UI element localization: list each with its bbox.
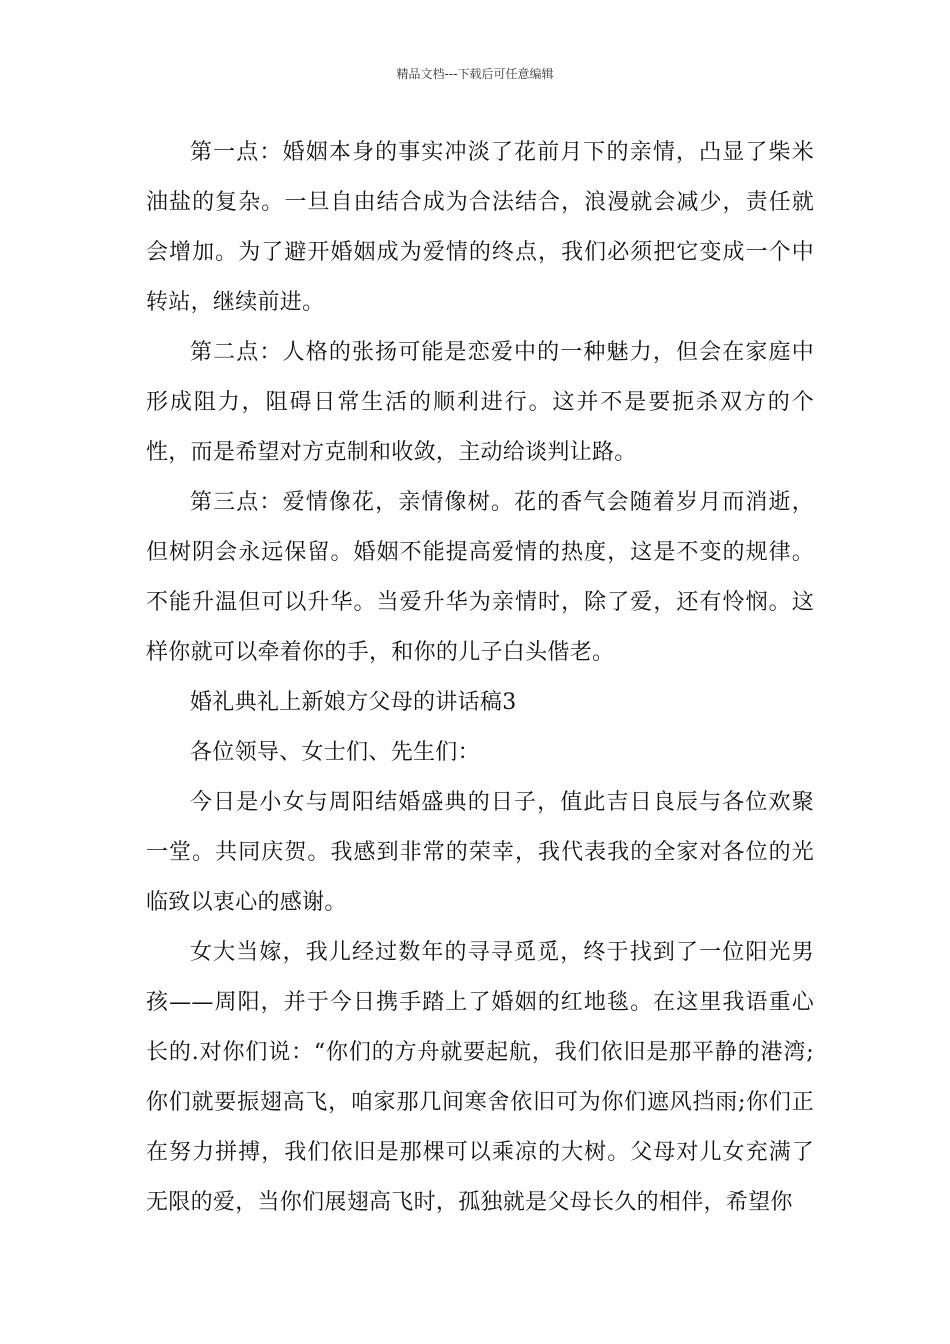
paragraph-opening: 今日是小女与周阳结婚盛典的日子，值此吉日良辰与各位欢聚一堂。共同庆贺。我感到非常的荣幸，我代表我的全家对各位的光临致以衷心的感谢。 [146, 790, 814, 915]
section-title: 婚礼典礼上新娘方父母的讲话稿3 [190, 690, 517, 715]
document-body [146, 128, 814, 1228]
salutation: 各位领导、女士们、先生们： [190, 740, 480, 765]
page-header: 精品文档---下载后可任意编辑 [396, 67, 554, 81]
paragraph-point-one: 第一点：婚姻本身的事实冲淡了花前月下的亲情，凸显了柴米油盐的复杂。一旦自由结合成为合法结合，浪漫就会减少，责任就会增加。为了避开婚姻成为爱情的终点，我们必须把它变成一个中转站，继续前进。 [146, 140, 814, 315]
paragraph-point-two: 第二点：人格的张扬可能是恋爱中的一种魅力，但会在家庭中形成阻力，阻碍日常生活的顺利进行。这并不是要扼杀双方的个性，而是希望对方克制和收敛，主动给谈判让路。 [146, 340, 814, 465]
paragraph-point-three: 第三点：爱情像花，亲情像树。花的香气会随着岁月而消逝，但树阴会永远保留。婚姻不能提高爱情的热度，这是不变的规律。不能升温但可以升华。当爱升华为亲情时，除了爱，还有怜悯。这样你就可以牵着你的手，和你的儿子白头偕老。 [146, 490, 814, 665]
paragraph-blessing: 女大当嫁，我儿经过数年的寻寻觅觅，终于找到了一位阳光男孩——周阳，并于今日携手踏上了婚姻的红地毯。在这里我语重心长的.对你们说：“你们的方舟就要起航，我们依旧是那平静的港湾;你们就要振翅高飞，咱家那几间寒舍依旧可为你们遮风挡雨;你们正在努力拼搏，我们依旧是那棵可以乘凉的大树。父母对儿女充满了无限的爱，当你们展翅高飞时，孤独就是父母长久的相伴，希望你 [146, 940, 814, 1215]
